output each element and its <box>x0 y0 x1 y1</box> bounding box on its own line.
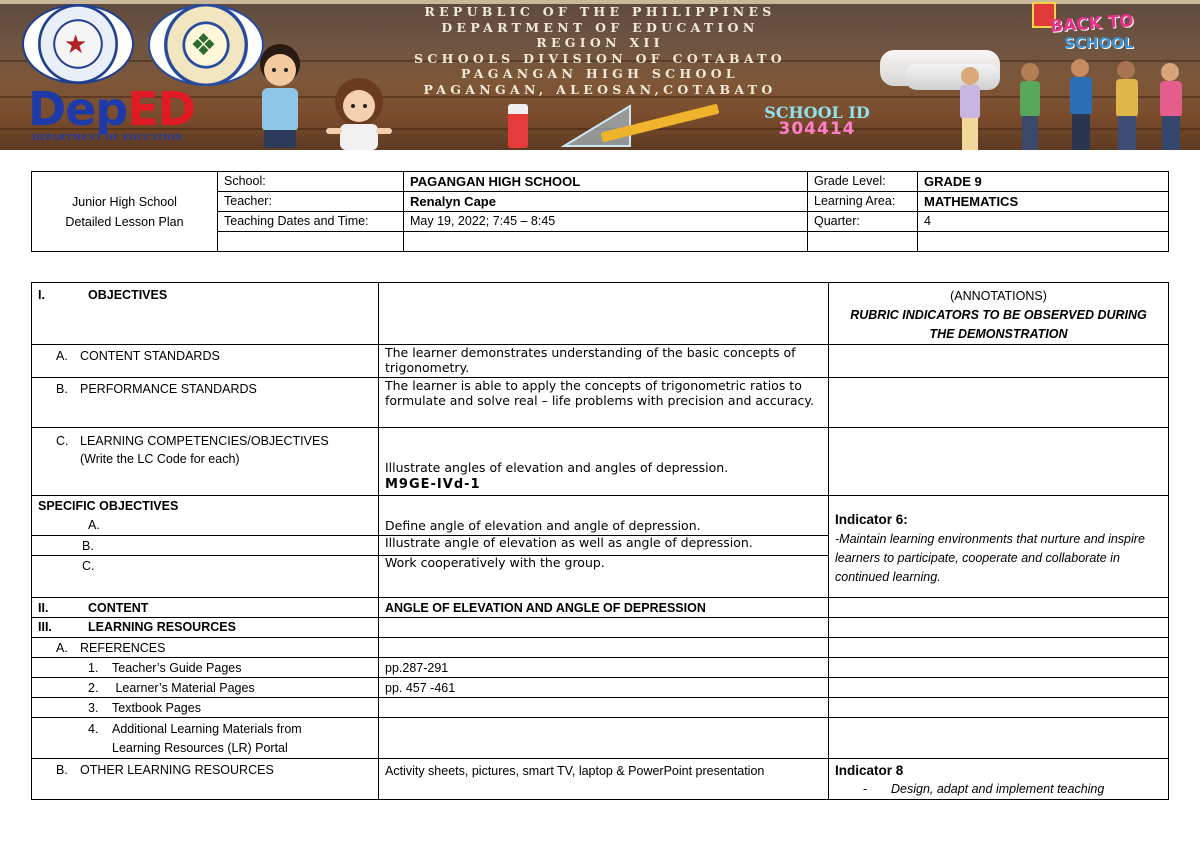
objectives-heading <box>32 283 379 345</box>
competencies-code: M9GE-IVd-1 <box>385 477 481 492</box>
resources-num: III. <box>38 620 52 634</box>
reference-item <box>32 678 379 698</box>
references-letter: A. <box>56 641 68 655</box>
specific-text-b: Illustrate angle of elevation as well as angle of depression. <box>379 536 829 556</box>
empty-cell <box>379 718 829 759</box>
banner-title-line: DEPARTMENT OF EDUCATION <box>441 19 759 35</box>
reference-value: pp.287-291 <box>379 658 829 678</box>
content-heading <box>32 598 379 618</box>
area-label: Learning Area: <box>808 192 918 212</box>
quarter-label: Quarter: <box>808 212 918 232</box>
quarter-value: 4 <box>918 212 1169 232</box>
reference-item <box>32 658 379 678</box>
annotations-heading <box>829 283 1169 345</box>
lesson-plan-table <box>31 282 1169 800</box>
reference-label: Textbook Pages <box>112 701 201 715</box>
indicator6-text: -Maintain learning environments that nurture and inspire learners to participate, cooperate and collaborate in continued learning. <box>835 532 1145 584</box>
reference-label: Teacher’s Guide Pages <box>112 661 242 675</box>
empty-cell <box>829 598 1169 618</box>
girl-cartoon-icon <box>318 76 400 150</box>
content-label: CONTENT <box>88 601 149 615</box>
reference-label: Learner’s Material Pages <box>112 681 255 695</box>
header-banner <box>0 0 1200 150</box>
empty-cell <box>829 345 1169 378</box>
indicator6-cell <box>829 496 1169 598</box>
banner-title <box>380 4 820 97</box>
school-seal-logo <box>148 4 264 86</box>
banner-title-line: PAGANGAN HIGH SCHOOL <box>461 66 739 81</box>
empty-cell <box>379 638 829 658</box>
performance-standards-label: PERFORMANCE STANDARDS <box>80 382 257 396</box>
references-label: REFERENCES <box>80 641 166 655</box>
grade-value: GRADE 9 <box>918 172 1169 192</box>
plan-title-line1: Junior High School <box>72 194 177 209</box>
book-icon: ❖ <box>190 28 217 63</box>
specific-objectives-label: SPECIFIC OBJECTIVES <box>38 499 179 513</box>
competencies-cell <box>379 428 829 496</box>
reference-num: 4. <box>88 722 99 736</box>
empty-cell <box>918 232 1169 252</box>
competencies-label: LEARNING COMPETENCIES/OBJECTIVES <box>80 434 329 448</box>
indicator6-title: Indicator 6: <box>835 512 908 527</box>
performance-standards-text: The learner is able to apply the concepts of trigonometric ratios to formulate and solve real – life problems with precision and accuracy. <box>379 378 829 428</box>
lesson-header-table <box>31 171 1169 252</box>
boy-cartoon-icon <box>250 40 310 148</box>
deped-word-red: ED <box>127 82 195 136</box>
resources-heading <box>32 618 379 638</box>
references-cell <box>32 638 379 658</box>
teacher-value: Renalyn Cape <box>404 192 808 212</box>
reference-item-additional <box>32 718 379 759</box>
deped-wordmark-sub: DEPARTMENT OF EDUCATION <box>32 132 184 142</box>
indicator8-text: Design, adapt and implement teaching <box>891 782 1105 796</box>
empty-cell <box>808 232 918 252</box>
specific-letter-b: B. <box>32 536 379 556</box>
annotations-line2: RUBRIC INDICATORS TO BE OBSERVED DURING <box>850 308 1147 322</box>
plan-title-cell <box>32 172 218 252</box>
reference-value: pp. 457 -461 <box>379 678 829 698</box>
content-standards-label: CONTENT STANDARDS <box>80 349 220 363</box>
content-value: ANGLE OF ELEVATION AND ANGLE OF DEPRESSION <box>379 598 829 618</box>
banner-title-line: PAGANGAN, ALEOSAN,COTABATO <box>423 81 777 97</box>
other-resources-cell <box>32 759 379 800</box>
reference-num: 2. <box>88 681 99 695</box>
other-resources-value: Activity sheets, pictures, smart TV, laptop & PowerPoint presentation <box>379 759 829 800</box>
empty-cell <box>829 378 1169 428</box>
content-num: II. <box>38 601 49 615</box>
empty-cell <box>829 638 1169 658</box>
deped-wordmark-logo <box>28 82 238 146</box>
school-value: PAGANGAN HIGH SCHOOL <box>404 172 808 192</box>
objectives-label: OBJECTIVES <box>88 288 168 302</box>
competencies-letter: C. <box>56 434 69 448</box>
other-resources-label: OTHER LEARNING RESOURCES <box>80 763 274 777</box>
additional-line1: Additional Learning Materials from <box>112 722 302 736</box>
performance-standards-letter: B. <box>56 382 68 396</box>
empty-cell <box>829 618 1169 638</box>
annotations-line3: THE DEMONSTRATION <box>929 327 1068 341</box>
other-resources-letter: B. <box>56 763 68 777</box>
deped-seal-logo <box>22 4 134 84</box>
back-to-school-line1: BACK TO <box>1049 11 1135 37</box>
school-id-label: SCHOOL ID <box>764 103 870 122</box>
reference-item <box>32 698 379 718</box>
indicator8-dash: - <box>863 782 868 796</box>
empty-cell <box>829 718 1169 759</box>
empty-cell <box>829 658 1169 678</box>
indicator8-title: Indicator 8 <box>835 763 904 778</box>
specific-text-c: Work cooperatively with the group. <box>379 556 829 598</box>
specific-letter-a: A. <box>88 518 100 532</box>
empty-cell <box>829 428 1169 496</box>
dates-value: May 19, 2022; 7:45 – 8:45 <box>404 212 808 232</box>
reference-value <box>379 698 829 718</box>
deped-word-blue: Dep <box>28 82 128 136</box>
competencies-label-cell <box>32 428 379 496</box>
banner-title-line: SCHOOLS DIVISION OF COTABATO <box>414 50 786 66</box>
teacher-label: Teacher: <box>218 192 404 212</box>
school-label: School: <box>218 172 404 192</box>
school-id <box>752 104 882 138</box>
dates-label: Teaching Dates and Time: <box>218 212 404 232</box>
empty-cell <box>829 698 1169 718</box>
specific-text-a: Define angle of elevation and angle of depression. <box>379 496 829 536</box>
competencies-text: Illustrate angles of elevation and angles of depression. <box>385 460 729 475</box>
indicator8-cell <box>829 759 1169 800</box>
indicator8-line <box>835 780 1162 799</box>
content-standards-label-cell <box>32 345 379 378</box>
performance-standards-label-cell <box>32 378 379 428</box>
specific-objectives-cell <box>32 496 379 536</box>
set-square-icon <box>560 100 640 148</box>
resources-label: LEARNING RESOURCES <box>88 620 236 634</box>
empty-cell <box>379 283 829 345</box>
competencies-sub: (Write the LC Code for each) <box>80 452 240 466</box>
back-to-school-sign <box>1028 6 1156 56</box>
back-to-school-line2: SCHOOL <box>1064 34 1134 52</box>
content-standards-letter: A. <box>56 349 68 363</box>
empty-cell <box>404 232 808 252</box>
objectives-num: I. <box>38 288 45 302</box>
empty-cell <box>218 232 404 252</box>
banner-title-line: REPUBLIC OF THE PHILIPPINES <box>424 4 776 19</box>
banner-title-line: REGION XII <box>536 35 664 50</box>
reference-num: 3. <box>88 701 99 715</box>
additional-line2: Learning Resources (LR) Portal <box>112 741 288 755</box>
specific-letter-c: C. <box>32 556 379 598</box>
school-id-number: 304414 <box>778 119 856 139</box>
empty-cell <box>829 678 1169 698</box>
content-standards-text: The learner demonstrates understanding of the basic concepts of trigonometry. <box>379 345 829 378</box>
area-value: MATHEMATICS <box>918 192 1169 212</box>
reference-num: 1. <box>88 661 99 675</box>
empty-cell <box>379 618 829 638</box>
annotations-line1: (ANNOTATIONS) <box>950 289 1047 303</box>
glue-bottle-icon <box>508 104 528 148</box>
students-illustration-icon <box>948 54 1198 150</box>
plan-title-line2: Detailed Lesson Plan <box>65 214 184 229</box>
torch-icon: ★ <box>64 30 88 60</box>
grade-label: Grade Level: <box>808 172 918 192</box>
